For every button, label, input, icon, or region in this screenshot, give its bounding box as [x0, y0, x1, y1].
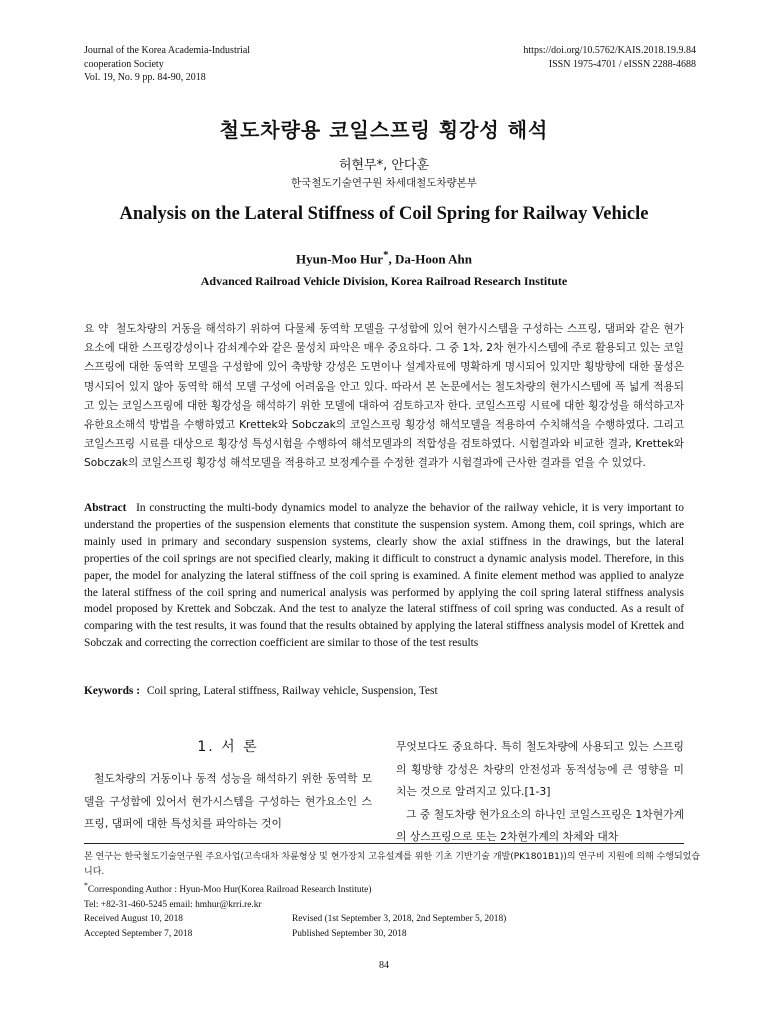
body-column-left — [84, 736, 372, 836]
keywords-text: Coil spring, Lateral stiffness, Railway vehicle, Suspension, Test — [146, 685, 438, 697]
dates-row — [84, 912, 704, 927]
footnotes — [84, 850, 704, 941]
body-paragraph: 그 중 철도차량 현가요소의 하나인 코일스프링은 1차현가계의 상스프링으로 또는 2차현가계의 차체와 대차 — [396, 807, 684, 843]
journal-volume: Vol. 19, No. 9 pp. 84-90, 2018 — [84, 72, 206, 83]
revised-date: Revised (1st September 3, 2018, 2nd September 5, 2018) — [292, 914, 507, 925]
title-english: Analysis on the Lateral Stiffness of Coil Spring for Railway Vehicle — [119, 204, 649, 224]
corresponding-author: Corresponding Author : Hyun-Moo Hur(Korea Railroad Research Institute) — [87, 885, 372, 896]
authors-english — [0, 249, 768, 267]
abstract-korean-label: 요 약 — [84, 323, 109, 335]
affiliation-korean: 한국철도기술연구원 차세대철도차량본부 — [291, 177, 477, 189]
author-2: , Da-Hoon Ahn — [388, 251, 472, 267]
journal-name-line2: cooperation Society — [84, 58, 164, 70]
received-date: Received August 10, 2018 — [84, 914, 183, 925]
authors-korean: 허현무*, 안다훈 — [338, 158, 430, 173]
published-date: Published September 30, 2018 — [292, 928, 407, 939]
keywords-label: Keywords : — [84, 685, 140, 697]
footnote-divider — [84, 843, 684, 844]
corresponding-mark: * — [383, 249, 389, 261]
body-paragraph: 무엇보다도 중요하다. 특히 철도차량에 사용되고 있는 스프링의 횡방향 강성은 차량의 안전성과 동적성능에 큰 영향을 미치는 것으로 알려지고 있다.[1-3] — [396, 740, 684, 798]
issn: ISSN 1975-4701 / eISSN 2288-4688 — [548, 58, 696, 70]
body-column-right — [396, 736, 684, 849]
abstract-english — [84, 500, 684, 652]
keywords — [84, 685, 684, 697]
section-heading-introduction: 1. 서 론 — [197, 739, 259, 755]
corresponding-mark: * — [84, 881, 88, 890]
dates-row — [84, 927, 704, 942]
abstract-english-text: In constructing the multi-body dynamics model to analyze the behavior of the railway vehicle, it is very important to understand the properties of the suspension elements that constitute the suspension system. Among them, coil springs, which are mainly used in primary and secondary suspension systems, clearly show the axial stiffness in the drawings, but the lateral properties of the coil springs are not specified clearly, making it difficult to construct a dynamic analysis model. Therefore, in this paper, the model for analyzing the lateral stiffness of the coil spring is examined. A finite element method was applied to analyze the lateral stiffness of the coil spring and numerical analysis was performed by applying the coil spring lateral stiffness analysis model proposed by Krettek and Sobczak. And the test to analyze the lateral stiffness of coil spring was conducted. As a result of comparing with the test results, it was found that the results obtained by applying the lateral stiffness analysis model of Krettek and Sobczak and correcting the correction coefficient are similar to those of the test results — [84, 502, 684, 650]
page-number: 84 — [379, 960, 389, 971]
journal-name-line1: Journal of the Korea Academia-Industrial — [84, 45, 251, 56]
doi-header — [523, 44, 696, 71]
author-1: Hyun-Moo Hur — [296, 251, 384, 267]
affiliation-english: Advanced Railroad Vehicle Division, Korea Railroad Research Institute — [200, 274, 568, 288]
journal-header — [84, 44, 250, 85]
corresponding-author-note — [84, 879, 704, 898]
abstract-korean-text: 철도차량의 거동을 해석하기 위하여 다물체 동역학 모델을 구성함에 있어 현가시스템을 구성하는 스프링, 댐퍼와 같은 현가요소에 대한 스프링강성이나 감쇠계수와 같은 물성치 파악은 매우 중요하다. 그 중 1차, 2차 현가시스템에 주로 활용되고 있는 코일스프링에 대한 동역학 모델을 구성함에 있어 축방향 강성은 도면이나 설계자료에 명확하게 명시되어 있지만 횡방향에 대한 물성은 명시되어 있지 않아 동역학 해석 모델 구성에 어려움을 안고 있다. 따라서 본 논문에서는 철도차량의 현가시스템에 폭 넓게 적용되고 있는 코일스프링에 대한 횡강성을 해석하기 위한 모델에 대하여 검토하고자 한다. 코일스프링 시료에 대한 횡강성을 해석하고자 유한요소해석 방법을 수행하였고 Krettek와 Sobczak의 코일스프링 횡강성 해석모델을 적용하여 수치해석을 수행하였다. 그리고 코일스프링 시료를 대상으로 횡강성 특성시험을 수행하여 해석모델과의 적합성을 검토하였다. 시험결과와 비교한 결과, Krettek와 Sobczak의 코일스프링 횡강성 해석모델을 적용하고 보정계수를 수정한 결과가 시험결과에 근사한 결과를 얻을 수 있었다. — [84, 323, 684, 470]
abstract-korean — [84, 320, 684, 474]
funding-note: 본 연구는 한국철도기술연구원 주요사업(고속대차 차륜형상 및 현가장치 고유설계를 위한 기초 기반기술 개발(PK1801B1))의 연구비 지원에 의해 수행되었습니다. — [84, 852, 701, 877]
contact-info: Tel: +82-31-460-5245 email: hmhur@krri.re.kr — [84, 899, 262, 910]
body-paragraph: 철도차량의 거동이나 동적 성능을 해석하기 위한 동역학 모델을 구성함에 있어서 현가시스템을 구성하는 현가요소인 스프링, 댐퍼에 대한 특성치를 파악하는 것이 — [84, 772, 372, 830]
title-korean: 철도차량용 코일스프링 횡강성 해석 — [219, 118, 549, 142]
doi-link[interactable]: https://doi.org/10.5762/KAIS.2018.19.9.84 — [523, 45, 696, 56]
accepted-date: Accepted September 7, 2018 — [84, 928, 193, 939]
abstract-english-label: Abstract — [84, 502, 127, 514]
